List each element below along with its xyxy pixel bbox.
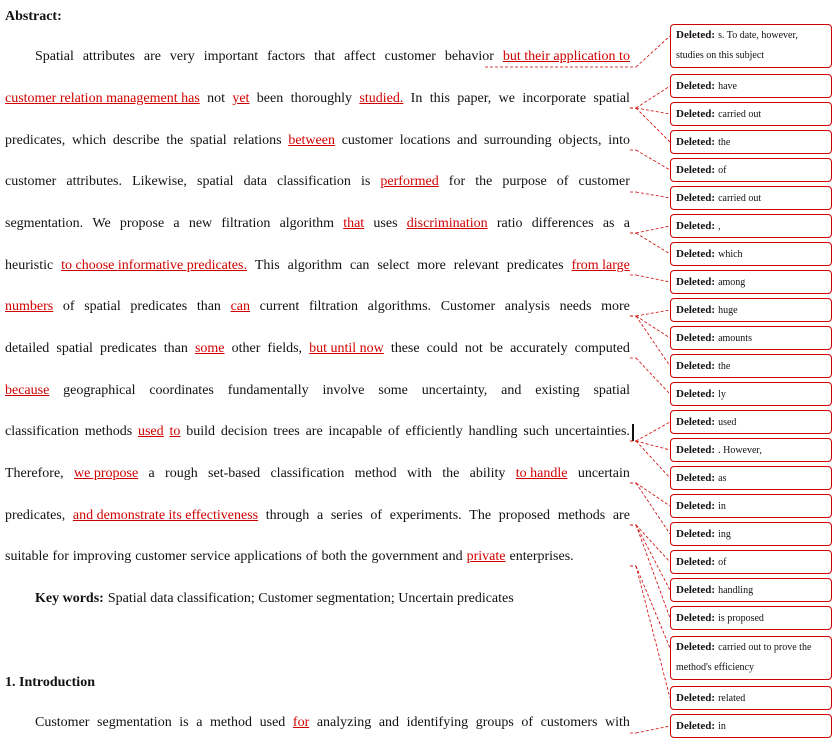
word: a: [623, 216, 630, 231]
balloon-text: in: [718, 501, 726, 512]
word: attributes.: [66, 174, 123, 189]
word: and: [378, 715, 400, 730]
word: a: [196, 715, 203, 730]
balloon-text: ing: [718, 529, 731, 540]
word: propose: [119, 216, 165, 231]
deleted-comment-balloon[interactable]: [670, 102, 832, 126]
word: is: [360, 174, 371, 189]
keywords-line: [35, 590, 514, 608]
word: these: [390, 341, 420, 356]
inserted-text: we propose: [74, 466, 139, 481]
abstract-line: [5, 257, 630, 275]
word: uses: [373, 216, 398, 231]
abstract-line: [5, 507, 630, 525]
word: factors: [267, 49, 306, 64]
balloon-label: Deleted:: [676, 80, 716, 92]
word: into: [608, 133, 630, 148]
word: thoroughly: [290, 91, 353, 106]
word: than: [196, 299, 221, 314]
abstract-line: [5, 465, 630, 483]
word: uncertainties.: [554, 424, 630, 439]
balloon-label: Deleted:: [676, 556, 716, 568]
word: Customer: [440, 299, 496, 314]
inserted-text: to choose informative predicates.: [61, 258, 247, 273]
inserted-text: but their application to: [502, 49, 630, 64]
word: incapable: [328, 424, 383, 439]
inserted-text: to: [169, 424, 181, 439]
balloon-text: carried out: [718, 193, 762, 204]
balloon-text: amounts: [718, 333, 752, 344]
word: accurately: [510, 341, 568, 356]
balloon-label: Deleted:: [676, 692, 716, 704]
word: customers: [540, 715, 598, 730]
word: of: [370, 508, 383, 523]
word: current: [259, 299, 300, 314]
word: We: [92, 216, 111, 231]
word: fields,: [267, 341, 303, 356]
balloon-label: Deleted:: [676, 612, 716, 624]
deleted-comment-balloon[interactable]: [670, 74, 832, 98]
deleted-comment-balloon[interactable]: [670, 686, 832, 710]
abstract-line: [5, 298, 630, 316]
word: objects,: [558, 133, 602, 148]
word: set-based: [208, 466, 261, 481]
inserted-text: because: [5, 383, 50, 398]
deleted-comment-balloon[interactable]: [670, 410, 832, 434]
word: used: [259, 715, 286, 730]
deleted-comment-balloon[interactable]: [670, 186, 832, 210]
word: geographical: [63, 383, 136, 398]
balloon-label: Deleted:: [676, 220, 716, 232]
word: can: [350, 258, 370, 273]
word: not: [464, 341, 483, 356]
balloon-label: Deleted:: [676, 388, 716, 400]
word: very: [169, 49, 195, 64]
abstract-line: [35, 48, 630, 66]
word: customer: [384, 49, 436, 64]
word: attributes: [82, 49, 135, 64]
balloon-label: Deleted:: [676, 248, 716, 260]
word: of: [556, 174, 569, 189]
word: rough: [165, 466, 198, 481]
word: proposed: [498, 508, 551, 523]
word: locations: [399, 133, 451, 148]
balloon-label: Deleted:: [676, 108, 716, 120]
word: This: [254, 258, 280, 273]
word: customer: [578, 174, 630, 189]
inserted-text: discrimination: [406, 216, 488, 231]
word: more: [601, 299, 630, 314]
word: handling: [468, 424, 518, 439]
inserted-text: between: [288, 133, 335, 148]
balloon-label: Deleted:: [676, 472, 716, 484]
balloon-text: in: [718, 721, 726, 732]
word: efficiently: [405, 424, 463, 439]
word: methods: [84, 424, 133, 439]
balloon-label: Deleted:: [676, 720, 716, 732]
word: predicates: [99, 341, 157, 356]
word: methods: [557, 508, 606, 523]
word: predicates: [130, 299, 188, 314]
word: analysis: [504, 299, 550, 314]
deleted-comment-balloon[interactable]: [670, 578, 832, 602]
word: are: [305, 424, 323, 439]
inserted-text: performed: [380, 174, 439, 189]
deleted-comment-balloon[interactable]: [670, 636, 832, 680]
inserted-text: private: [466, 549, 506, 564]
word: fundamentally: [227, 383, 309, 398]
word: customer: [341, 133, 394, 148]
keywords-text: Spatial data classification; Customer segmentation; Uncertain predicates: [107, 591, 514, 606]
word: identifying: [406, 715, 469, 730]
balloon-label: Deleted:: [676, 500, 716, 512]
word: be: [489, 341, 503, 356]
word: through: [265, 508, 310, 523]
word: incorporate: [522, 91, 587, 106]
balloon-text: related: [718, 693, 746, 704]
abstract-line: [5, 215, 630, 233]
deleted-comment-balloon[interactable]: [670, 550, 832, 574]
deleted-comment-balloon[interactable]: [670, 298, 832, 322]
word: not: [207, 91, 225, 106]
inserted-text: can: [230, 299, 251, 314]
abstract-line: [5, 132, 630, 150]
word: of: [521, 715, 534, 730]
deleted-comment-balloon[interactable]: [670, 382, 832, 406]
text-cursor: [632, 424, 634, 441]
word: decision: [220, 424, 268, 439]
balloon-text: have: [718, 81, 737, 92]
balloon-label: Deleted:: [676, 444, 716, 456]
word: with: [605, 715, 630, 730]
word: of: [387, 424, 400, 439]
balloon-label: Deleted:: [676, 136, 716, 148]
word: important: [203, 49, 259, 64]
word: select: [377, 258, 410, 273]
word: build: [186, 424, 215, 439]
word: analyzing: [316, 715, 372, 730]
inserted-text: studied.: [359, 91, 404, 106]
word: paper,: [457, 91, 492, 106]
word: the: [442, 466, 460, 481]
word: In: [410, 91, 423, 106]
keywords-label: Key words:: [35, 591, 104, 606]
deleted-comment-balloon[interactable]: [670, 522, 832, 546]
word: Spatial: [35, 49, 74, 64]
word: ability: [469, 466, 506, 481]
abstract-line: [5, 173, 630, 191]
word: and: [501, 383, 522, 398]
word: new: [188, 216, 213, 231]
word: detailed: [5, 341, 50, 356]
word: algorithms.: [367, 299, 432, 314]
word: series: [330, 508, 363, 523]
word: ratio: [496, 216, 523, 231]
inserted-text: yet: [232, 91, 250, 106]
word: of: [305, 549, 318, 564]
balloon-text: used: [718, 417, 737, 428]
balloon-text: of: [718, 165, 727, 176]
word: predicates,: [5, 508, 66, 523]
word: improving: [72, 549, 132, 564]
word: method: [354, 466, 397, 481]
word: both: [321, 549, 347, 564]
word: for: [52, 549, 69, 564]
balloon-label: Deleted:: [676, 332, 716, 344]
word: segmentation.: [5, 216, 84, 231]
balloon-text: of: [718, 557, 727, 568]
inserted-text: customer relation management has: [5, 91, 200, 106]
word: service: [190, 549, 231, 564]
word: groups: [475, 715, 514, 730]
balloon-label: Deleted:: [676, 584, 716, 596]
word: predicates: [506, 258, 564, 273]
word: suitable: [5, 549, 49, 564]
word: needs: [559, 299, 592, 314]
word: coordinates: [149, 383, 214, 398]
word: and: [442, 549, 463, 564]
word: filtration: [308, 299, 358, 314]
word: which: [71, 133, 107, 148]
word: of: [62, 299, 75, 314]
balloon-text: the: [718, 361, 731, 372]
word: data: [243, 174, 267, 189]
word: spatial: [593, 383, 630, 398]
deleted-comment-balloon[interactable]: [670, 494, 832, 518]
word: such: [523, 424, 550, 439]
balloon-label: Deleted:: [676, 360, 716, 372]
inserted-text: but until now: [309, 341, 384, 356]
balloon-label: Deleted:: [676, 276, 716, 288]
balloon-label: Deleted:: [676, 192, 716, 204]
word: that: [314, 49, 336, 64]
deleted-comment-balloon[interactable]: [670, 354, 832, 378]
word: algorithm: [279, 216, 334, 231]
balloon-label: Deleted:: [676, 641, 716, 653]
word: a: [148, 466, 155, 481]
balloon-text: among: [718, 277, 746, 288]
deleted-comment-balloon[interactable]: [670, 24, 832, 68]
intro-line: [35, 714, 630, 732]
abstract-line: [5, 90, 630, 108]
abstract-line: [5, 548, 630, 566]
word: surrounding: [483, 133, 552, 148]
inserted-text: and demonstrate its effectiveness: [72, 508, 259, 523]
balloon-label: Deleted:: [676, 528, 716, 540]
deleted-comment-balloon[interactable]: [670, 326, 832, 350]
word: spatial: [190, 133, 227, 148]
word: The: [469, 508, 492, 523]
balloon-text: the: [718, 137, 731, 148]
inserted-text: that: [343, 216, 365, 231]
word: are: [612, 508, 630, 523]
word: behavior: [444, 49, 494, 64]
word: been: [256, 91, 284, 106]
word: spatial: [56, 341, 93, 356]
word: predicates,: [5, 133, 66, 148]
word: existing: [535, 383, 580, 398]
deleted-comment-balloon[interactable]: [670, 158, 832, 182]
balloon-label: Deleted:: [676, 164, 716, 176]
word: spatial: [197, 174, 234, 189]
word: other: [231, 341, 261, 356]
balloon-text: handling: [718, 585, 754, 596]
word: Customer: [35, 715, 90, 730]
balloon-text: . However,: [718, 445, 762, 456]
abstract-heading: Abstract:: [5, 9, 62, 24]
deleted-comment-balloon[interactable]: [670, 242, 832, 266]
word: relations: [233, 133, 282, 148]
word: trees: [273, 424, 300, 439]
balloon-text: as: [718, 473, 727, 484]
word: heuristic: [5, 258, 54, 273]
word: filtration: [221, 216, 271, 231]
word: involve: [322, 383, 365, 398]
word: classification: [277, 174, 351, 189]
word: affect: [344, 49, 376, 64]
inserted-text: for: [292, 715, 310, 730]
deleted-comment-balloon[interactable]: [670, 714, 832, 738]
inserted-text: to handle: [515, 466, 568, 481]
word: government: [371, 549, 439, 564]
abstract-line: [5, 340, 630, 358]
word: purpose: [502, 174, 547, 189]
word: some: [378, 383, 408, 398]
inserted-text: used: [137, 424, 164, 439]
balloon-label: Deleted:: [676, 29, 716, 41]
word: applications: [234, 549, 302, 564]
abstract-line: [5, 423, 630, 441]
inserted-text: from large: [571, 258, 630, 273]
word: the: [475, 174, 493, 189]
word: segmentation: [97, 715, 172, 730]
word: and: [457, 133, 478, 148]
word: uncertainty,: [421, 383, 488, 398]
word: we: [498, 91, 515, 106]
word: this: [429, 91, 450, 106]
word: as: [602, 216, 615, 231]
word: algorithm: [287, 258, 343, 273]
balloon-label: Deleted:: [676, 416, 716, 428]
word: are: [143, 49, 161, 64]
inserted-text: some: [194, 341, 225, 356]
balloon-text: huge: [718, 305, 738, 316]
deleted-comment-balloon[interactable]: [670, 466, 832, 490]
deleted-comment-balloon[interactable]: [670, 214, 832, 238]
word: than: [163, 341, 188, 356]
balloon-text: s. To date, however, studies on this subject: [676, 30, 798, 61]
word: with: [407, 466, 432, 481]
word: method: [210, 715, 253, 730]
balloon-text: ly: [718, 389, 726, 400]
word: Therefore,: [5, 466, 64, 481]
balloon-text: carried out: [718, 109, 762, 120]
balloon-text: which: [718, 249, 743, 260]
word: enterprises.: [509, 549, 574, 564]
word: spatial: [593, 91, 630, 106]
word: experiments.: [389, 508, 462, 523]
word: spatial: [84, 299, 121, 314]
word: a: [316, 508, 324, 523]
intro-heading: 1. Introduction: [5, 675, 95, 690]
word: more: [417, 258, 446, 273]
word: describe: [112, 133, 160, 148]
deleted-comment-balloon[interactable]: [670, 438, 832, 462]
balloon-label: Deleted:: [676, 304, 716, 316]
deleted-comment-balloon[interactable]: [670, 606, 832, 630]
deleted-comment-balloon[interactable]: [670, 270, 832, 294]
balloon-text: is proposed: [718, 613, 764, 624]
inserted-text: numbers: [5, 299, 54, 314]
abstract-line: [5, 382, 630, 400]
word: a: [173, 216, 180, 231]
word: relevant: [453, 258, 499, 273]
word: the: [166, 133, 184, 148]
balloon-text: ,: [718, 221, 721, 232]
word: differences: [531, 216, 594, 231]
word: computed: [574, 341, 630, 356]
word: classification: [270, 466, 345, 481]
balloon-text: carried out to prove the method's efficiency: [676, 642, 812, 673]
word: is: [179, 715, 189, 730]
word: customer: [135, 549, 187, 564]
word: customer: [5, 174, 57, 189]
deleted-comment-balloon[interactable]: [670, 130, 832, 154]
word: uncertain: [577, 466, 630, 481]
word: Likewise,: [132, 174, 187, 189]
word: for: [448, 174, 466, 189]
word: the: [350, 549, 368, 564]
word: could: [426, 341, 458, 356]
word: classification: [5, 424, 79, 439]
